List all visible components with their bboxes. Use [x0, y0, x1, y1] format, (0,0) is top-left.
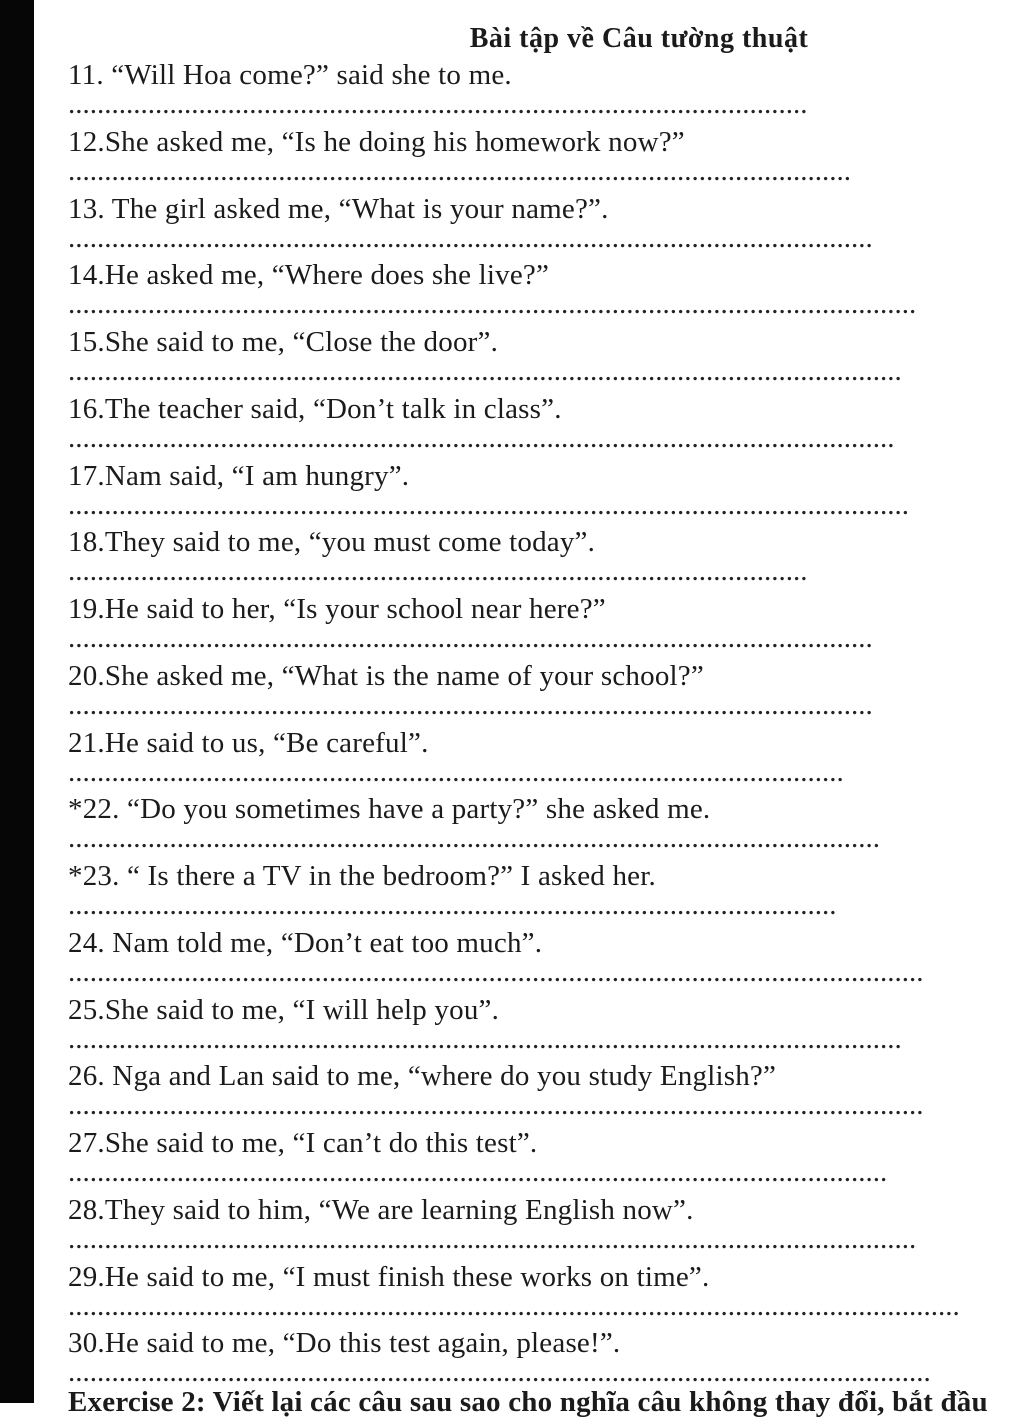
- answer-line: ..................................................................................................................: [68, 425, 895, 450]
- exercise-sentence: 27.She said to me, “I can’t do this test”.: [68, 1127, 538, 1159]
- answer-line: .....................................................................................................................: [68, 1226, 917, 1251]
- answer-line: ...........................................................................................................................: [68, 1293, 960, 1318]
- exercise-sentence: 28.They said to him, “We are learning English now”.: [68, 1193, 694, 1226]
- exercise-item: [68, 325, 1010, 392]
- exercise-sentence: 13. The girl asked me, “What is your name?”.: [68, 192, 609, 225]
- exercise-item: [68, 125, 1010, 192]
- exercise-sentence: 12.She asked me, “Is he doing his homework now?”: [68, 125, 685, 158]
- exercise-sentence: *22. “Do you sometimes have a party?” she asked me.: [68, 793, 711, 826]
- exercise-sentence: 18.They said to me, “you must come today”.: [68, 526, 596, 559]
- exercise-item: [68, 58, 1010, 125]
- exercise-item: [68, 1193, 1010, 1260]
- scan-border-left: [0, 0, 34, 1403]
- exercise-sentence: 14.He asked me, “Where does she live?”: [68, 259, 550, 292]
- exercise-sentence: 24. Nam told me, “Don’t eat too much”.: [68, 926, 543, 959]
- exercise-item: [68, 859, 1010, 926]
- answer-line: ................................................................................................................: [68, 826, 880, 851]
- answer-line: .......................................................................................................................: [68, 1360, 931, 1385]
- exercise-item: [68, 258, 1010, 325]
- exercise-item: [68, 792, 1010, 859]
- answer-line: ......................................................................................................: [68, 559, 808, 584]
- exercise-item: [68, 993, 1010, 1060]
- exercise-sentence: 11. “Will Hoa come?” said she to me.: [68, 59, 512, 91]
- exercise-item: [68, 659, 1010, 726]
- answer-line: ............................................................................................................: [68, 158, 851, 183]
- answer-line: ...................................................................................................................: [68, 1026, 902, 1051]
- answer-line: ...................................................................................................................: [68, 359, 902, 383]
- answer-line: ...............................................................................................................: [68, 626, 873, 650]
- exercise-sentence: 26. Nga and Lan said to me, “where do you study English?”: [68, 1060, 777, 1093]
- next-exercise-heading-cutoff: Exercise 2: Viết lại các câu sau sao cho nghĩa câu không thay đổi, bắt đầu: [68, 1386, 988, 1418]
- exercise-item: [68, 726, 1010, 793]
- answer-line: ...........................................................................................................: [68, 759, 844, 784]
- exercise-item: [68, 459, 1010, 526]
- exercise-item: [68, 592, 1010, 659]
- worksheet-page: [68, 0, 1010, 1417]
- exercise-list: [68, 58, 1010, 1393]
- answer-line: .....................................................................................................................: [68, 292, 917, 317]
- exercise-sentence: 16.The teacher said, “Don’t talk in class”.: [68, 392, 562, 425]
- exercise-item: [68, 392, 1010, 459]
- exercise-sentence: 20.She asked me, “What is the name of your school?”: [68, 659, 704, 692]
- answer-line: ......................................................................................................: [68, 92, 808, 116]
- page-title: Bài tập về Câu tường thuật: [469, 23, 809, 54]
- exercise-sentence: 25.She said to me, “I will help you”.: [68, 993, 500, 1026]
- answer-line: ...............................................................................................................: [68, 225, 873, 250]
- answer-line: ....................................................................................................................: [68, 492, 909, 517]
- exercise-item: [68, 1260, 1010, 1327]
- exercise-sentence: 21.He said to us, “Be careful”.: [68, 726, 429, 759]
- exercise-item: [68, 1059, 1010, 1126]
- exercise-sentence: 19.He said to her, “Is your school near here?”: [68, 593, 606, 625]
- exercise-item: [68, 1326, 1010, 1393]
- exercise-sentence: *23. “ Is there a TV in the bedroom?” I asked her.: [68, 860, 656, 892]
- answer-line: ......................................................................................................................: [68, 959, 924, 984]
- answer-line: ..........................................................................................................: [68, 893, 837, 917]
- exercise-item: [68, 1126, 1010, 1193]
- exercise-item: [68, 525, 1010, 592]
- answer-line: ...............................................................................................................: [68, 692, 873, 717]
- exercise-sentence: 29.He said to me, “I must finish these works on time”.: [68, 1260, 710, 1293]
- answer-line: ......................................................................................................................: [68, 1093, 924, 1118]
- exercise-sentence: 15.She said to me, “Close the door”.: [68, 326, 499, 358]
- exercise-item: [68, 192, 1010, 259]
- answer-line: .................................................................................................................: [68, 1160, 888, 1184]
- exercise-sentence: 17.Nam said, “I am hungry”.: [68, 459, 410, 492]
- exercise-sentence: 30.He said to me, “Do this test again, please!”.: [68, 1327, 621, 1360]
- exercise-item: [68, 926, 1010, 993]
